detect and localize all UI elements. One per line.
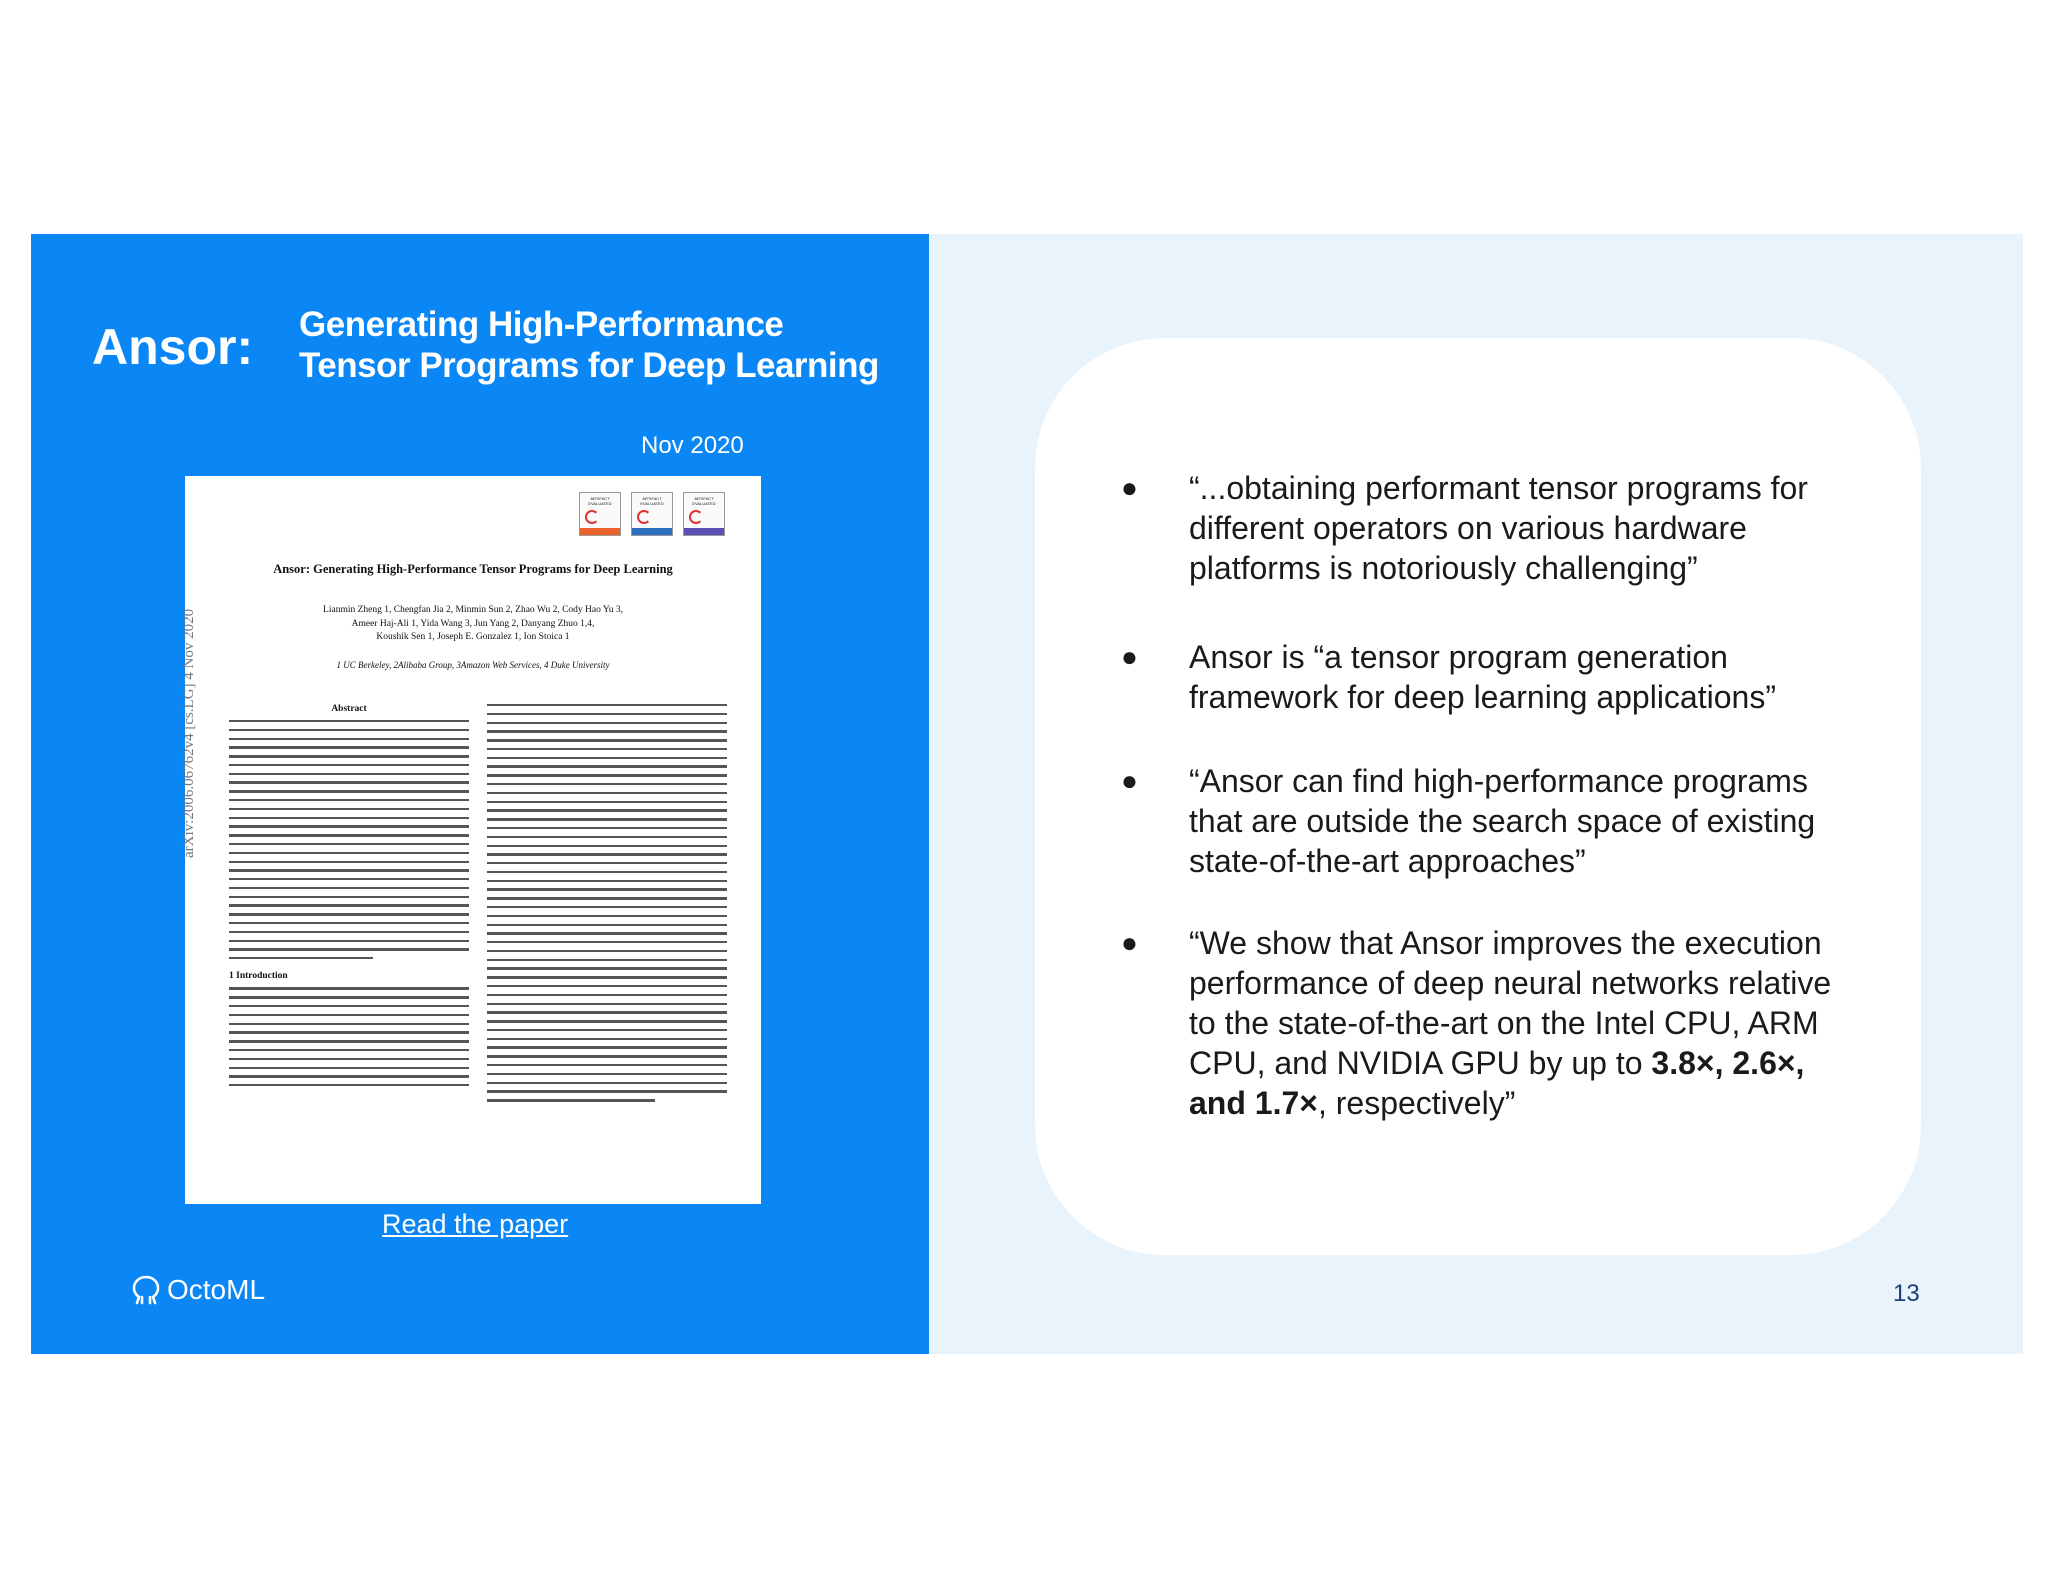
read-paper-link[interactable]: Read the paper xyxy=(382,1209,569,1239)
bullet-text: Ansor is “a tensor program generation framework for deep learning applications” xyxy=(1189,639,1776,715)
bullet-text: “Ansor can find high-performance programs that are outside the search space of existing state-of-the-art approaches” xyxy=(1189,763,1816,879)
abstract-heading: Abstract xyxy=(331,704,367,714)
slide-title: Ansor: xyxy=(92,319,254,375)
paper-left-column xyxy=(229,704,469,1093)
paper-affiliations: 1 UC Berkeley, 2Alibaba Group, 3Amazon Web Services, 4 Duke University xyxy=(336,660,610,670)
bullet-text-part: , respectively” xyxy=(1317,1085,1516,1121)
bullet-text-part: “We show that Ansor improves the execution performance of deep neural networks relative to the state-of-the-art on the Intel CPU, ARM CPU, and NVIDIA GPU by up to xyxy=(1189,925,1832,1081)
paper-authors xyxy=(245,604,701,645)
artifact-badge-functional xyxy=(631,492,673,536)
acm-logo-icon xyxy=(585,510,599,524)
left-panel xyxy=(31,234,929,1354)
octoml-logo xyxy=(131,1274,265,1306)
paper-thumbnail xyxy=(181,476,761,1204)
paper-right-column xyxy=(487,704,727,1108)
bullet-dot-icon: ● xyxy=(1121,927,1138,958)
slide xyxy=(31,234,2023,1354)
bullet-dot-icon: ● xyxy=(1121,765,1138,796)
acm-logo-icon xyxy=(637,510,651,524)
speedup-figures: 3.8×, 2.6×, and 1.7× xyxy=(1189,1045,1805,1121)
acm-logo-icon xyxy=(689,510,703,524)
authors-line: Lianmin Zheng 1, Chengfan Jia 2, Minmin Sun 2, Zhao Wu 2, Cody Hao Yu 3, xyxy=(323,605,623,615)
octoml-logo-icon xyxy=(131,1274,161,1306)
abstract-text-lines xyxy=(229,720,469,959)
quote-bullet xyxy=(1121,923,1861,1123)
quote-bullet xyxy=(1121,761,1861,881)
quote-bullet xyxy=(1121,637,1861,717)
badge-label: ARTIFACT EVALUATED xyxy=(692,496,716,506)
bullet-text: “...obtaining performant tensor programs for different operators on various hardware platforms is notoriously challenging” xyxy=(1189,470,1808,586)
publication-date: Nov 2020 xyxy=(641,432,744,459)
page-number: 13 xyxy=(1893,1280,1920,1307)
artifact-badge-available xyxy=(579,492,621,536)
bullet-dot-icon: ● xyxy=(1121,641,1138,672)
quote-bullet xyxy=(1121,468,1861,588)
slide-subtitle xyxy=(299,304,879,386)
subtitle-line-2: Tensor Programs for Deep Learning xyxy=(299,346,879,385)
artifact-badge-reproduced xyxy=(683,492,725,536)
authors-line: Ameer Haj-Ali 1, Yida Wang 3, Jun Yang 2, Danyang Zhuo 1,4, xyxy=(351,618,595,629)
artifact-badges xyxy=(579,492,725,536)
arxiv-identifier: arXiv:2006.06762v4 [cs.LG] 4 Nov 2020 xyxy=(181,608,197,858)
logo-text: OctoML xyxy=(167,1274,266,1305)
badge-label: ARTIFACT EVALUATED xyxy=(640,496,664,506)
intro-heading: 1 Introduction xyxy=(229,971,288,982)
bullet-text xyxy=(1189,925,1831,1121)
quote-bullet-list xyxy=(1121,468,1861,1123)
intro-text-lines xyxy=(229,987,469,1086)
badge-status-bar xyxy=(580,528,620,535)
bullet-dot-icon: ● xyxy=(1121,472,1138,503)
authors-line: Koushik Sen 1, Joseph E. Gonzalez 1, Ion Stoica 1 xyxy=(376,632,570,642)
paper-title: Ansor: Generating High-Performance Tensor Programs for Deep Learning xyxy=(273,562,673,576)
badge-status-bar xyxy=(684,528,724,535)
badge-status-bar xyxy=(632,528,672,535)
body-text-lines xyxy=(487,704,727,1102)
subtitle-line-1: Generating High-Performance xyxy=(299,305,784,344)
badge-label: ARTIFACT EVALUATED xyxy=(588,496,612,506)
